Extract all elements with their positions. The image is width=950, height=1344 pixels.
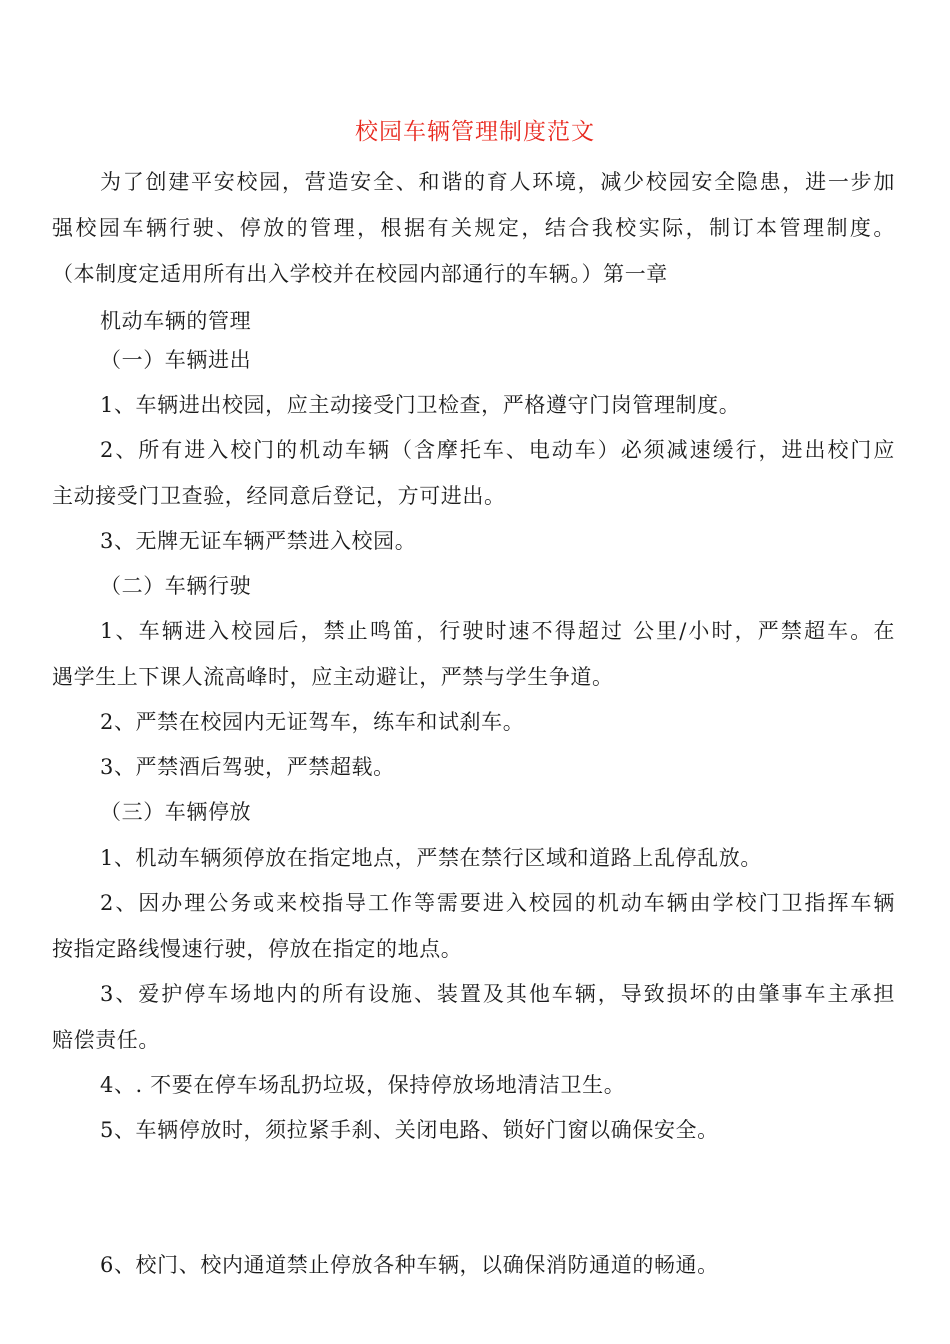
list-item: 3、无牌无证车辆严禁进入校园。 — [100, 529, 417, 553]
paragraph-line: 强校园车辆行驶、停放的管理，根据有关规定，结合我校实际，制订本管理制度。 — [52, 216, 895, 240]
section-heading: （一）车辆进出 — [100, 348, 252, 372]
document-title: 校园车辆管理制度范文 — [355, 119, 595, 145]
list-item: 2、所有进入校门的机动车辆（含摩托车、电动车）必须减速缓行，进出校门应 — [100, 438, 895, 462]
list-item: 1、车辆进出校园，应主动接受门卫检查，严格遵守门岗管理制度。 — [100, 393, 741, 417]
list-item: 4、. 不要在停车场乱扔垃圾，保持停放场地清洁卫生。 — [100, 1073, 626, 1097]
list-item: 5、车辆停放时，须拉紧手刹、关闭电路、锁好门窗以确保安全。 — [100, 1118, 719, 1142]
list-item: 3、严禁酒后驾驶，严禁超载。 — [100, 755, 395, 779]
list-item-continuation: 赔偿责任。 — [52, 1028, 160, 1052]
section-heading: （三）车辆停放 — [100, 800, 252, 824]
paragraph-line: （本制度定适用所有出入学校并在校园内部通行的车辆。）第一章 — [52, 262, 668, 286]
list-item: 1、车辆进入校园后，禁止鸣笛，行驶时速不得超过 公里/小时，严禁超车。在 — [100, 619, 895, 643]
section-heading: （二）车辆行驶 — [100, 574, 252, 598]
list-item: 2、因办理公务或来校指导工作等需要进入校园的机动车辆由学校门卫指挥车辆 — [100, 891, 895, 915]
list-item: 6、校门、校内通道禁止停放各种车辆，以确保消防通道的畅通。 — [100, 1253, 719, 1277]
list-item: 1、机动车辆须停放在指定地点，严禁在禁行区域和道路上乱停乱放。 — [100, 846, 762, 870]
list-item-continuation: 主动接受门卫查验，经同意后登记，方可进出。 — [52, 484, 506, 508]
list-item-continuation: 按指定路线慢速行驶，停放在指定的地点。 — [52, 937, 463, 961]
list-item: 3、爱护停车场地内的所有设施、装置及其他车辆，导致损坏的由肇事车主承担 — [100, 982, 895, 1006]
list-item-continuation: 遇学生上下课人流高峰时，应主动避让，严禁与学生争道。 — [52, 665, 614, 689]
chapter-heading: 机动车辆的管理 — [100, 309, 252, 333]
paragraph-line: 为了创建平安校园，营造安全、和谐的育人环境，减少校园安全隐患，进一步加 — [100, 170, 895, 194]
list-item: 2、严禁在校园内无证驾车，练车和试刹车。 — [100, 710, 525, 734]
